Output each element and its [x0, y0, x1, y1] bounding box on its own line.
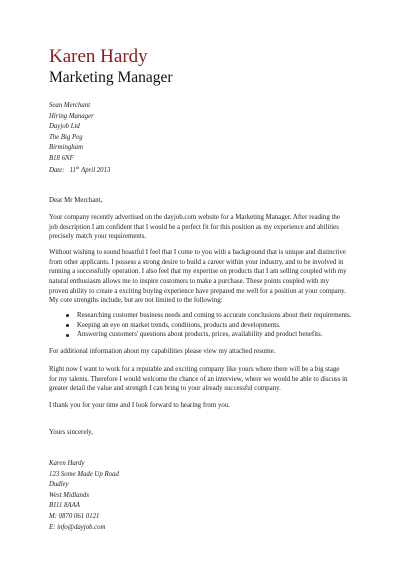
sender-signature-block	[49, 459, 119, 533]
paragraph-line: Your company recently advertised on the dayjob.com website for a Marketing Manager. After reading the	[49, 214, 340, 221]
recipient-address	[49, 101, 94, 165]
paragraph-line: For additional information about my capabilities please view my attached resume.	[49, 348, 276, 355]
paragraph-line: job description I am confident that I would be a perfect fit for this position as my experience and abilities	[49, 223, 339, 231]
paragraph-line: from other applicants. I possess a strong desire to build a career within your industry, and to be involved in	[49, 258, 344, 266]
recipient-line: B18 6NF	[49, 154, 74, 162]
bullet-icon	[66, 324, 69, 327]
list-item	[66, 330, 351, 340]
list-item	[66, 321, 351, 331]
date-month-year: April 2013	[81, 167, 111, 174]
recipient-line: Dayjob Ltd	[49, 123, 80, 131]
paragraph-line: precisely match your requirements.	[49, 233, 147, 241]
paragraph-1	[49, 213, 340, 242]
paragraph-line: proven ability to create a exciting buying experience have prepared me well for a position at your company.	[49, 287, 346, 295]
closing	[49, 428, 93, 438]
paragraph-line: I thank you for your time and I look forward to hearing from you.	[49, 402, 231, 409]
list-item	[66, 311, 351, 321]
signature-line: Karen Hardy	[49, 460, 85, 467]
recipient-line: Sean Merchant	[49, 102, 91, 109]
signature-line: M: 0870 061 0121	[49, 512, 100, 520]
sender-job-title: Marketing Manager	[49, 69, 173, 86]
sender-name: Karen Hardy	[49, 46, 148, 67]
recipient-line: Hiring Manager	[49, 112, 94, 120]
salutation-text: Dear Mr Merchant,	[49, 197, 103, 204]
bullet-icon	[66, 334, 69, 337]
signature-line: E: info@dayjob.com	[49, 523, 106, 531]
paragraph-line: running a successfully operation. I also feel that my expertise on products that I am selling coupled with my	[49, 268, 347, 276]
paragraph-line: My core strengths include, but are not limited to the following:	[49, 297, 223, 305]
date-suffix: th	[75, 165, 80, 170]
recipient-line: The Big Peg	[49, 133, 83, 141]
bullet-icon	[66, 314, 69, 317]
paragraph-line: Right now I want to work for a reputable and exciting company like yours where there will be a big stage	[49, 366, 340, 373]
paragraph-3	[49, 347, 275, 357]
signature-line: West Midlands	[49, 491, 89, 499]
paragraph-line: natural enthusiasm allows me to inspire customers to make a purchase. These points coupled with my	[49, 278, 330, 286]
letter-date	[49, 166, 110, 176]
signature-line: 123 Some Made Up Road	[49, 470, 119, 478]
paragraph-2	[49, 248, 347, 306]
paragraph-line: Without wishing to sound boastful I feel that I come to you with a background that is unique and distinctive	[49, 249, 346, 256]
list-item-text: Researching customer business needs and coming to accurate conclusions about their requirements.	[77, 312, 352, 319]
paragraph-line: greater detail the value and strength I can bring to your already successful company.	[49, 385, 281, 393]
list-item-text: Keeping an eye on market trends, conditions, products and developments.	[77, 321, 281, 329]
date-day: 11	[69, 167, 76, 174]
salutation	[49, 196, 102, 206]
paragraph-4	[49, 365, 348, 394]
strengths-list	[66, 311, 351, 340]
paragraph-5	[49, 401, 230, 411]
paragraph-line: for my talents. Therefore I would welcome the chance of an interview, where we would be able to discuss in	[49, 375, 348, 383]
date-label: Date:	[49, 167, 65, 174]
list-item-text: Answering customers' questions about products, prices, availability and product benefits.	[77, 331, 323, 339]
recipient-line: Birmingham	[49, 144, 83, 152]
closing-text: Yours sincerely,	[49, 429, 94, 436]
signature-line: Dudley	[49, 481, 69, 489]
signature-line: B111 8AAA	[49, 502, 80, 510]
